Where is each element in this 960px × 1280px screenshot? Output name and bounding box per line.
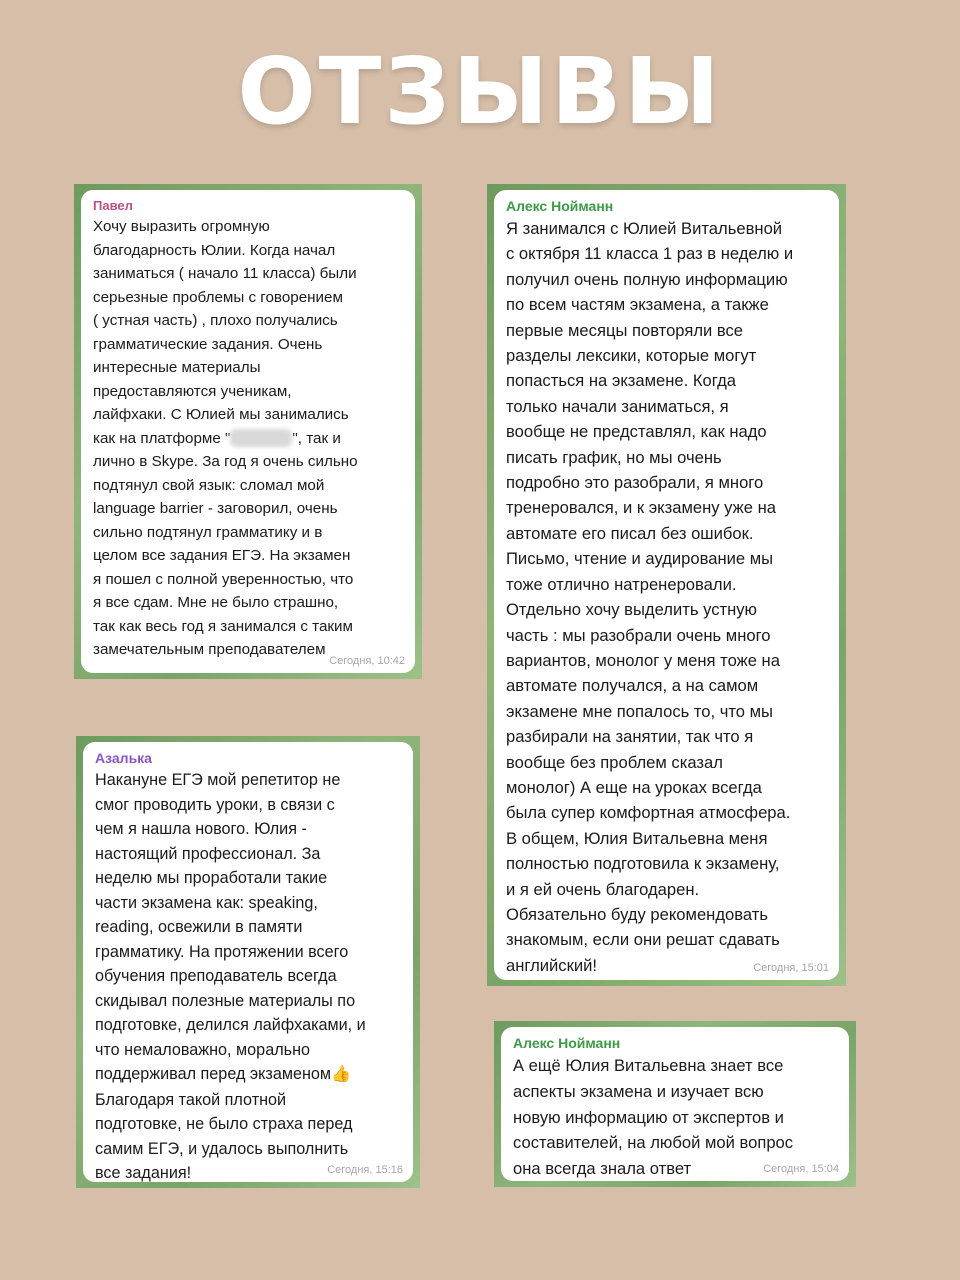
message-timestamp: Сегодня, 10:42 [329,655,405,667]
blurred-platform-name [230,429,292,447]
message-text: Я занимался с Юлией Витальевной с октября 11 класса 1 раз в неделю и получил очень полную информацию по всем частям экзамена, а также первые месяцы повторяли все разделы лексики, которые могут попасться на экзамене. Когда только начали заниматься, я вообще не представлял, как надо писать график, но мы очень подробно это разобрали, я много тренеровался, и к экзамену уже на автомате его писал без ошибок. Письмо, чтение и аудирование мы тоже отлично натренеровали. Отдельно хочу выделить устную часть : мы разобрали очень много вариантов, монолог у меня тоже на автомате получался, а на самом экзамене мне попалось то, что мы разбирали на занятии, так что я вообще без проблем сказал монолог) А еще на уроках всегда была супер комфортная атмосфера. В общем, Юлия Витальевна меня полностью подготовила к экзамену, и я ей очень благодарен. Обязательно буду рекомендовать знакомым, если они решат сдавать английский! [506,219,794,975]
message-bubble [81,190,415,673]
message-text [93,215,405,662]
message-timestamp: Сегодня, 15:01 [753,962,829,974]
message-text-part-1: Накануне ЕГЭ мой репетитор не смог проводить уроки, в связи с чем я нашла нового. Юлия - настоящий профессионал. За неделю мы проработали такие части экзамена как: speaking, reading, освежили в памяти грамматику. На протяжении всего обучения преподаватель всегда скидывал полезные материалы по подготовке, делился лайфхаками, и что немаловажно, морально поддерживал перед экзаменом [95,771,366,1083]
message-text [95,768,403,1186]
message-bubble [494,190,839,980]
message-timestamp: Сегодня, 15:16 [327,1164,403,1176]
message-text-part-2: Благодаря такой плотной подготовке, не было страха перед самим ЕГЭ, и удалось выполнить все задания! [95,1090,353,1182]
review-card-azalka [76,736,420,1188]
author-name: Алекс Нойманн [506,198,614,214]
message-timestamp: Сегодня, 15:04 [763,1163,839,1175]
message-text-part-2: ", так и лично в Skype. За год я очень сильно подтянул свой язык: сломал мой language barrier - заговорил, очень сильно подтянул грамматику и в целом все задания ЕГЭ. На экзамен я пошел с полной уверенностью, что я все сдам. Мне не было страшно, так как весь год я занимался с таким замечательным преподавателем [93,429,358,658]
message-bubble [501,1027,849,1181]
author-name: Алекс Нойманн [513,1035,621,1051]
author-name: Павел [93,198,133,213]
review-card-aleks-1 [487,184,846,986]
page-title: ОТЗЫВЫ [237,38,723,145]
review-card-pavel [74,184,422,679]
message-text: А ещё Юлия Витальевна знает все аспекты экзамена и изучает всю новую информацию от экспертов и составителей, на любой мой вопрос она всегда знала ответ [513,1056,794,1179]
message-text-part-1: Хочу выразить огромную благодарность Юлии. Когда начал заниматься ( начало 11 класса) были серьезные проблемы с говорением ( устная часть) , плохо получались грамматические задания. Очень интересные материалы предоставляются ученикам, лайфхаки. С Юлией мы занимались как на платформе " [93,218,357,447]
author-name: Азалька [95,750,152,766]
review-card-aleks-2 [494,1021,856,1187]
thumbs-up-icon: 👍 [331,1066,351,1083]
message-bubble [83,742,413,1182]
